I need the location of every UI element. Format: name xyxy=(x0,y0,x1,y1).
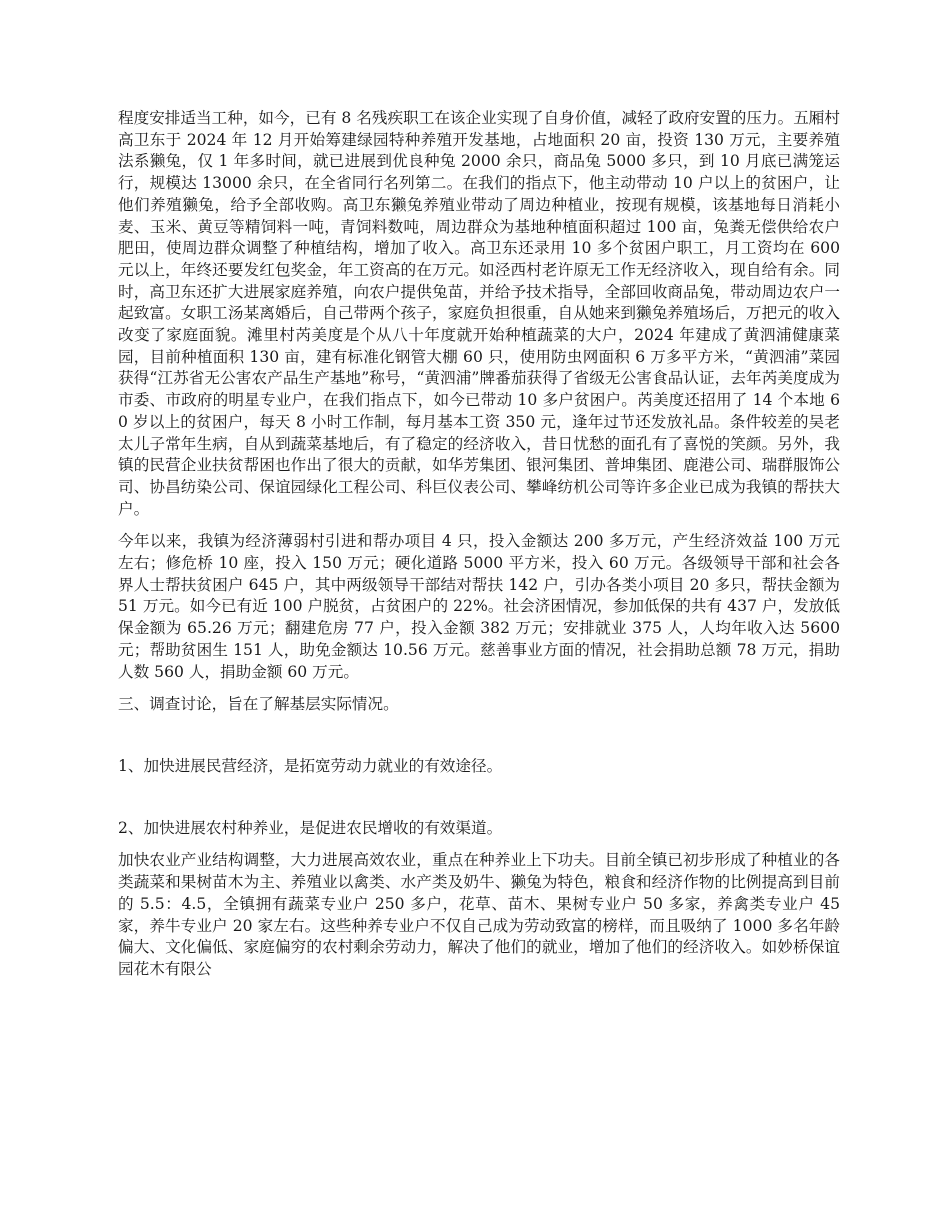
paragraph-agriculture-structure: 加快农业产业结构调整，大力进展高效农业，重点在种养业上下功夫。目前全镇已初步形成了种植业的各类蔬菜和果树苗木为主、养殖业以禽类、水产类及奶牛、獭兔为特色，粮食和经济作物的比例提高到目前的 5.5：4.5，全镇拥有蔬菜专业户 250 多户，花草、苗木、果树专业户 50 多家，养禽类专业户 45 家，养牛专业户 20 家左右。这些种养专业户不仅自己成为劳动致富的榜样，而且吸纳了 1000 多名年龄偏大、文化偏低、家庭偏穷的农村剩余劳动力，解决了他们的就业，增加了他们的经济收入。如妙桥保谊园花木有限公 xyxy=(118,851,840,978)
spacer xyxy=(118,716,840,756)
item-heading-1: 1、加快进展民营经济，是拓宽劳动力就业的有效途径。 xyxy=(118,756,503,775)
spacer xyxy=(118,839,840,850)
spacer xyxy=(118,778,840,818)
item-heading-2: 2、加快进展农村种养业，是促进农民增收的有效渠道。 xyxy=(118,818,503,837)
document-page xyxy=(118,108,840,992)
paragraph-enterprise-poverty-relief: 程度安排适当工种，如今，已有 8 名残疾职工在该企业实现了自身价值，减轻了政府安置的压力。五厢村高卫东于 2024 年 12 月开始筹建绿园特种养殖开发基地，占地面积 20 亩，投资 130 万元，主要养殖法系獭兔，仅 1 年多时间，就已进展到优良种兔 2000 余只，商品兔 5000 多只，到 10 月底已满笼运行，规模达 13000 余只，在全省同行名列第二。在我们的指点下，他主动带动 10 户以上的贫困户，让他们养殖獭兔，给予全部收购。高卫东獭兔养殖业带动了周边种植业，按现有规模，该基地每日消耗小麦、玉米、黄豆等精饲料一吨，青饲料数吨，周边群众为基地种植面积超过 100 亩，兔粪无偿供给农户肥田，使周边群众调整了种植结构，增加了收入。高卫东还录用 10 多个贫困户职工，月工资均在 600 元以上，年终还要发红包奖金，年工资高的在万元。如泾西村老许原无工作无经济收入，现自给有余。同时，高卫东还扩大进展家庭养殖，向农户提供兔苗，并给予技术指导，全部回收商品兔，带动周边农户一起致富。女职工汤某离婚后，自己带两个孩子，家庭负担很重，自从她来到獭兔养殖场后，万把元的收入改变了家庭面貌。滩里村芮美度是个从八十年度就开始种植蔬菜的大户，2024 年建成了黄泗浦健康菜园，目前种植面积 130 亩，建有标准化钢管大棚 60 只，使用防虫网面积 6 万多平方米，“黄泗浦”菜园获得“江苏省无公害农产品生产基地”称号，“黄泗浦”牌番茄获得了省级无公害食品认证，去年芮美度成为市委、市政府的明星专业户，在我们指点下，如今已带动 10 多户贫困户。芮美度还招用了 14 个本地 60 岁以上的贫困户，每天 8 小时工作制，每月基本工资 350 元，逢年过节还发放礼品。条件较差的吴老太儿子常年生病，自从到蔬菜基地后，有了稳定的经济收入，昔日忧愁的面孔有了喜悦的笑颜。另外，我镇的民营企业扶贫帮困也作出了很大的贡献，如华芳集团、银河集团、普坤集团、鹿港公司、瑞群服饰公司、协昌纺染公司、保谊园绿化工程公司、科巨仪表公司、攀峰纺机公司等许多企业已成为我镇的帮扶大户。 xyxy=(118,109,840,518)
paragraph-annual-statistics: 今年以来，我镇为经济薄弱村引进和帮办项目 4 只，投入金额达 200 多万元，产生经济效益 100 万元左右；修危桥 10 座，投入 150 万元；硬化道路 5000 平方米，投入 60 万元。各级领导干部和社会各界人士帮扶贫困户 645 户，其中两级领导干部结对帮扶 142 户，引办各类小项目 20 多只，帮扶金额为 51 万元。如今已有近 100 户脱贫，占贫困户的 22%。社会济困情况，参加低保的共有 437 户，发放低保金额为 65.26 万元；翻建危房 77 户，投入金额 382 万元；安排就业 375 人，人均年收入达 5600 元；帮助贫困生 151 人，助免金额达 10.56 万元。慈善事业方面的情况，社会捐助总额 78 万元，捐助人数 560 人，捐助金额 60 万元。 xyxy=(118,532,840,681)
section-heading-3: 三、调查讨论，旨在了解基层实际情况。 xyxy=(118,695,399,714)
